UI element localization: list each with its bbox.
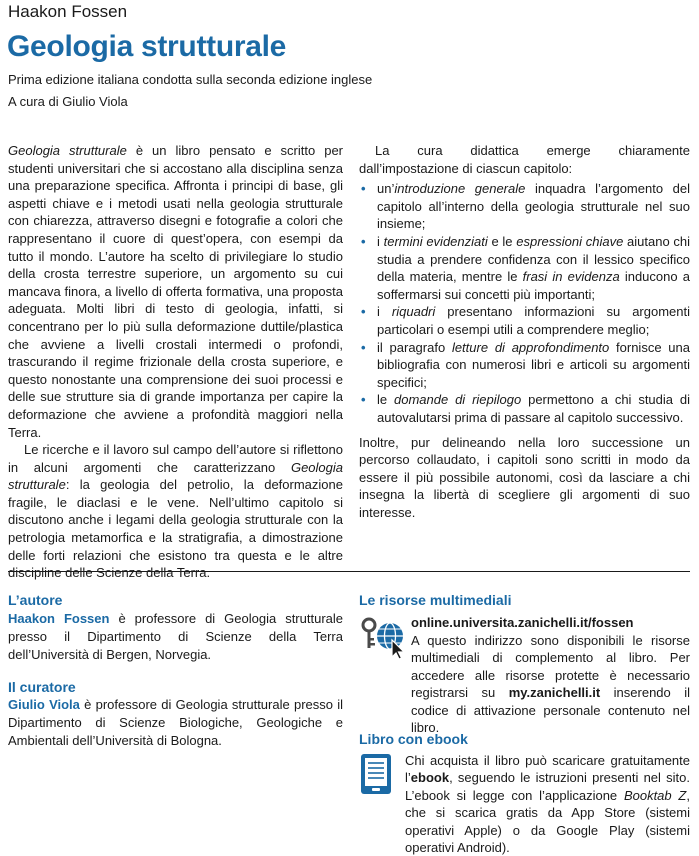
- resources-text: A questo indirizzo sono disponibili le risorse multimediali di complemento al libro. Per accedere alle risorse protette è necessario registrarsi su my.zanichelli.it inserendo il codice di attivazione personale contenuto nel libro.: [411, 633, 690, 736]
- list-item: • i termini evidenziati e le espressioni chiave aiutano chi studia a prendere confidenza con il lessico specifico della materia, mentre le frasi in evidenza inducono a soffermarsi sui concetti più importanti;: [361, 233, 691, 302]
- author-heading: L’autore: [8, 592, 63, 608]
- description-left-column: [8, 142, 343, 582]
- intro-paragraph: Geologia strutturale è un libro pensato e scritto per studenti universitari che si accostano alla disciplina senza una preparazione specifica. Affronta i principi di base, gli aspetti chiave e i metodi usati nella geologia strutturale con chiarezza, attraverso disegni e fotografie a colori che rappresentano il cuore di quest’opera, con esempi da tutto il mondo. L’autore ha scelto di privilegiare lo studio della crosta terrestre superiore, un argomento su cui mancava finora, a livello di offerta formativa, una proposta adeguata. Molti libri di testo di geologia, infatti, si concentrano per lo più sulla deformazione duttile/plastica che avviene a livelli crostali intermedi o profondi, trascurando il regime frizionale della crosta superiore, e questo nonostante una comprensione dei suoi processi e delle sue strutture sia di grande importanza per capire la deformazione che avviene a profondità maggiori nella Terra.: [8, 143, 343, 440]
- research-paragraph-text: : la geologia del petrolio, la deformazione fragile, le diaclasi e le vene. Nell’ultimo capitolo si discutono anche i legami della geologia strutturale con la petrologia metamorfica e la stratigrafia, a dimostrazione delle forti relazioni che esistono tra questa e le altre discipline delle Scienze della Terra.: [8, 477, 343, 581]
- book-author: Haakon Fossen: [8, 2, 128, 21]
- ebook-heading: Libro con ebook: [359, 731, 468, 747]
- book-subtitle: Prima edizione italiana condotta sulla seconda edizione inglese: [8, 72, 373, 87]
- resources-heading: Le risorse multimediali: [359, 592, 512, 608]
- curator-bio: Giulio Viola è professore di Geologia strutturale presso il Dipartimento di Scienze Biologiche, Geologiche e Ambientali dell’Università di Bologna.: [8, 697, 343, 748]
- list-item: • le domande di riepilogo permettono a chi studia di autovalutarsi prima di passare al capitolo successivo.: [361, 392, 690, 425]
- list-item: • il paragrafo letture di approfondimento fornisce una bibliografia con numerosi libri e articoli su argomenti specifici;: [361, 339, 691, 390]
- list-item: • i riquadri presentano informazioni su argomenti particolari o esempi utili a comprendere meglio;: [361, 304, 690, 337]
- book-editor: A cura di Giulio Viola: [8, 94, 128, 109]
- section-divider: [8, 571, 690, 572]
- feature-list: [359, 180, 690, 426]
- curator-heading: Il curatore: [8, 679, 76, 695]
- author-bio: Haakon Fossen è professore di Geologia strutturale presso il Dipartimento di Scienze della Terra dell’Università di Bergen, Norvegia.: [8, 611, 343, 662]
- resources-url[interactable]: online.universita.zanichelli.it/fossen: [411, 615, 634, 630]
- description-right-column: [359, 142, 690, 521]
- list-item: • un’introduzione generale inquadra l’argomento del capitolo all’interno della geologia strutturale nel suo insieme;: [361, 181, 690, 232]
- closing-paragraph: Inoltre, pur delineando nella loro successione un percorso collaudato, i capitoli sono scritti in modo da essere il più possibile autonomi, così da lasciare a chi insegna la libertà di scegliere gli argomenti di suo interesse.: [359, 434, 690, 520]
- ebook-text: Chi acquista il libro può scaricare gratuitamente l’ebook, seguendo le istruzioni presenti nel sito. L’ebook si legge con l’applicazione Booktab Z, che si scarica gratis da App Store (sistemi operativi Apple) o da Google Play (sistemi operativi Android).: [405, 753, 690, 856]
- didactic-paragraph: La cura didattica emerge chiaramente dall’impostazione di ciascun capitolo:: [359, 143, 690, 176]
- research-paragraph: Le ricerche e il lavoro sul campo dell’autore si riflettono in alcuni argomenti che caratterizzano Geologia strutturale: la geologia del petrolio, la deformazione fragile, le diaclasi e le vene. Nell’ultimo capitolo si discutono anche i legami della geologia strutturale con la petrologia metamorfica e la stratigrafia, a dimostrazione delle forti relazioni che esistono tra questa e le altre discipline delle Scienze della Terra.: [8, 442, 343, 581]
- book-title: Geologia strutturale: [7, 30, 287, 63]
